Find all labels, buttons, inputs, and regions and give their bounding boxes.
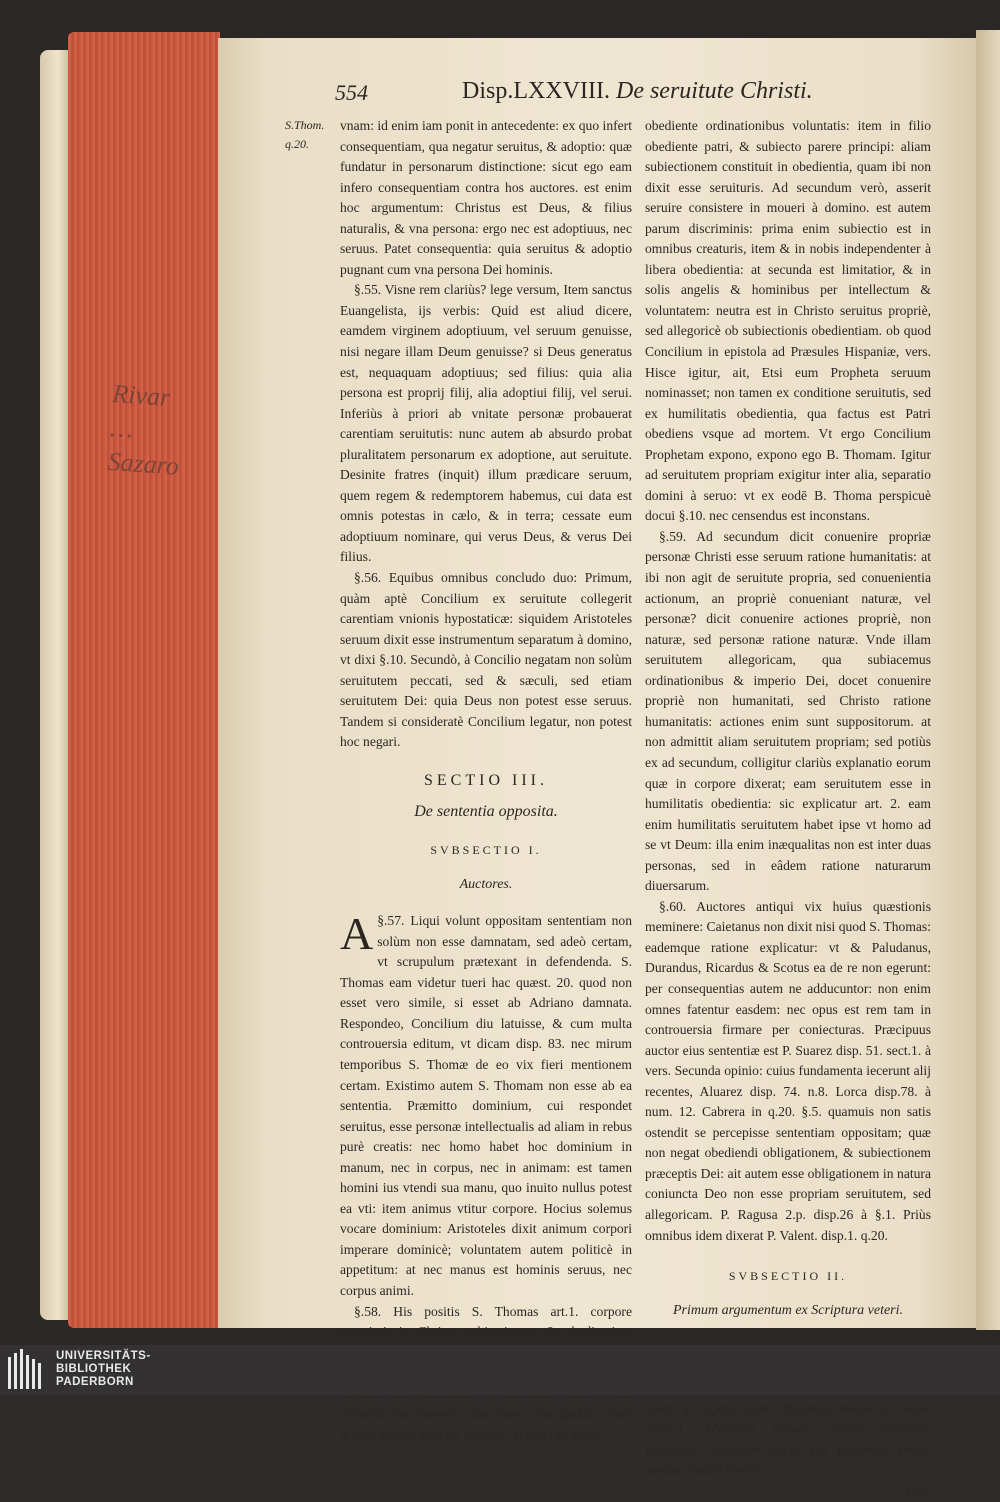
paragraph-continuation: obediente ordinationibus voluntatis: item in filio obediente patri, & subiecto parere principi: aliam subiectionem constituit in obedientia, quam ibi non dixit esse seruituris. Ad secundum verò, asserit seruire consistere in moueri à domino. est autem parum discriminis: prima enim subiectio est in omnibus creaturis, item & in nobis independenter à libera obedientia: at secunda est limitatior, & in solis angelis & hominibus per intellectum & voluntatem: neutra est in Christo seruitus propriè, sed allegoricè ob subiectionis obedientiam. ob quod Concilium in epistola ad Præsules Hispaniæ, vers. Hisce igitur, ait, Etsi eum Propheta seruum nominasset; non tamen ex conditione seruitutis, sed ex humilitatis obedientia, qua factus est Patri obediens vsque ad mortem. Vt ergo Concilium Prophetam expono, expono ego B. Thomam. Igitur ad seruitutem propriam exigitur inter alia, separatio domini à seruo: vt ex eodē B. Thoma perspicuè docui §.10. nec censendus est inconstans. (645, 118, 931, 524)
section-subtitle: De sententia opposita. (414, 802, 558, 820)
paragraph-60: §.60. Auctores antiqui vix huius quæstionis meminere: Caietanus non dixit nisi quod S. Thomas: eademque ratione explicatur: vt & Paludanus, Durandus, Ricardus & Scotus ea de re non egerunt: per consequentias autem ne adducuntor: non enim omnes fatentur easdem: nec opus est rem tam in controuersia firmare per coniecturas. Præcipuus auctor eius sententiæ est P. Suarez disp. 51. sect.1. à vers. Secunda opinio: cuius fundamenta iecerunt alij recentes, Aluarez disp. 74. n.8. Lorca disp.78. à num. 12. Cabrera in q.20. §.5. quamuis non satis ostendit se percepisse sententiam oppositam; quæ non negat obediendi obligationem, & subiectionem præceptis Dei: ait autem esse obligationem in natura coniuncta Deo non esse propriam seruitutem, sed allegoricam. P. Ragusa 2.p. disp.26 à §.1. Priùs omnibus idem dixerat P. Valent. disp.1. q.20. (645, 898, 931, 1243)
subsection-heading: SVBSECTIO II. (728, 1269, 848, 1284)
paragraph-56: §.56. Equibus omnibus concludo duo: Primum, quàm aptè Concilium ex seruitute collegerit carentiam vnionis hypostaticæ: siquidem Aristoteles seruum dixit esse instrumentum separatum à domino, vt dixi §.10. Secundò, à Concilio negatam non solùm seruitutem peccati, sed & sæculi, sed etiam seruitutem Dei: quia Deus non potest esse seruus. Tandem si consideratè Concilium legatur, non potest hoc negari. (340, 570, 632, 750)
paragraph-continuation: vnam: id enim iam ponit in antecedente: ex quo infert consequentiam, qua negatur seruitus, & adoptio: quæ fundatur in personarum distinctione: sicut ego eam infero consequentiam contra hos auctores. est enim hoc argumentum: Christus est Deus, & filius naturalis, & vna persona: ergo nec est adoptiuus, nec seruus. Patet consequentia: quia seruitus & adoptio pugnant cum vna persona Dei hominis. (340, 118, 632, 277)
library-name-line2: BIBLIOTHEK (56, 1363, 132, 1375)
drop-cap: A (340, 908, 374, 960)
library-name-line3: PADERBORN (56, 1376, 134, 1388)
subsection-subtitle: Primum argumentum ex Scriptura veteri. (672, 1302, 904, 1318)
paragraph-58: §.58. His positis S. Thomas art.1. corpore constituit in Christo subiectionem & obedientiam voluerit; siue mortem, siue vitam, siue quiduis aliud: at hæc non est propriè seruitus, vt patet in manu (340, 1303, 632, 1442)
book-cover (40, 50, 70, 1320)
subsection-subtitle: Auctores. (459, 876, 513, 892)
left-column (340, 116, 632, 1445)
library-name (56, 1350, 151, 1389)
running-title (462, 78, 813, 105)
margin-note: S.Thom. q.20. (285, 118, 325, 151)
edge-inscription: Rivar … Sazaro (106, 378, 180, 481)
running-title-main: Disp.LXXVIII. (462, 78, 610, 104)
paragraph-text: idem q; repetit idem Propheta multis in locis. Zach.3. Adducam seruum meum orientem. Ezech.34. Suscitabo super eas pastorem vnum, seruum meum David. (645, 1400, 931, 1478)
paragraph-number: §.57. (377, 913, 405, 929)
paragraph-55: §.55. Visne rem clariùs? lege versum, Item sanctus Euangelista, ijs verbis: Quid est aliud dicere, eamdem virginem adoptiuum, vel seruum genuisse, nisi negare illam Deum genuisse? si Deus generatus est, nequaquam adoptiuus; sed filius: quia alia persona est proprij filij, alia adoptiui filij, vel serui. Inferiùs à priori ab vnitate personæ probauerat carentiam seruitutis: nunc autem ab absurdo probat pluralitatem personarum ex adoptione, aut seruitute. Desinite fratres (inquit) illum prædicare seruum, quem regem & redemptorem habemus, cui data est omnis potestas in cælo, & in terra; cessate eum adoptiuum nominare, qui verus Deus, & verus Dei filius. (340, 282, 632, 565)
right-column (645, 116, 931, 1502)
page-number: 554 (335, 80, 368, 105)
paragraph-text: Liqui volunt oppositam sententiam non solùm non esse damnatam, sed adeò certam, vt scrupulum prætexant in defendenda. S. Thomas eam videtur tueri hac quæst. 20. quod non esset vero simile, si esset ab Adriano damnata. Respondeo, Concilium diu latuisse, & cum multa controuersia editum, vt dicam disp. 83. nec mirum temporibus S. Thomæ de eo vix fieri mentionem certam. Existimo autem S. Thomam non esse ab ea sententia. Præmitto dominium, cui respondet seruitus, esse personæ intellectualis ad aliam in rebus purè creatis: nec homo habet hoc dominium in manum, nec in corpus, nec in animam: est tamen homini ius vtendi sua manu, quo inuito nullus potest ea vti: item animus vtitur corpore. Hocius solemus vocare dominium: Aristoteles dixit animum corpori imperare dominicè; voluntatem autem politicè in appetitum: at nec manus est hominis seruus, nec corpus animi. (340, 913, 632, 1298)
paragraph-57 (340, 908, 632, 1301)
subsection-heading: SVBSECTIO I. (430, 843, 542, 858)
section-heading: SECTIO III. (424, 771, 548, 789)
catchword: §.62. (903, 1483, 931, 1498)
library-logo-icon (6, 1349, 50, 1391)
paragraph-59: §.59. Ad secundum dicit conuenire propriæ personæ Christi esse seruum ratione humanitatis: at ibi non agit de seruitute propria, sed conuenientia actionum, an propriè conueniant naturæ, vel personæ? dicit conuenire actiones propriè, non naturæ, sed personæ ratione naturæ. Vnde illam seruitutem allegoricam, qua subiacemus ordinationibus & imperio Dei, docet conuenire propriè non humanitati, sed Christo ratione humanitatis: actiones enim sunt suppositorum. at non admittit aliam seruitutem propriam; sed potiùs ex ad secundum, colligitur clariùs explanatio eorum quæ in corpore dixerat; eam seruitutem esse in humilitatis obedientia: sic explicatur art. 2. eam enim humilitatis seruitutem habet ipse vt homo ad se vt Deum: illa enim inæqualitas non est inter duas personas, sed in eâdem ratione naturarum diuersarum. (645, 528, 931, 894)
library-name-line1: UNIVERSITÄTS- (56, 1350, 151, 1362)
page-edges (68, 32, 220, 1328)
running-title-sub: De seruitute Christi. (615, 78, 813, 104)
next-page-edge (976, 30, 1000, 1330)
